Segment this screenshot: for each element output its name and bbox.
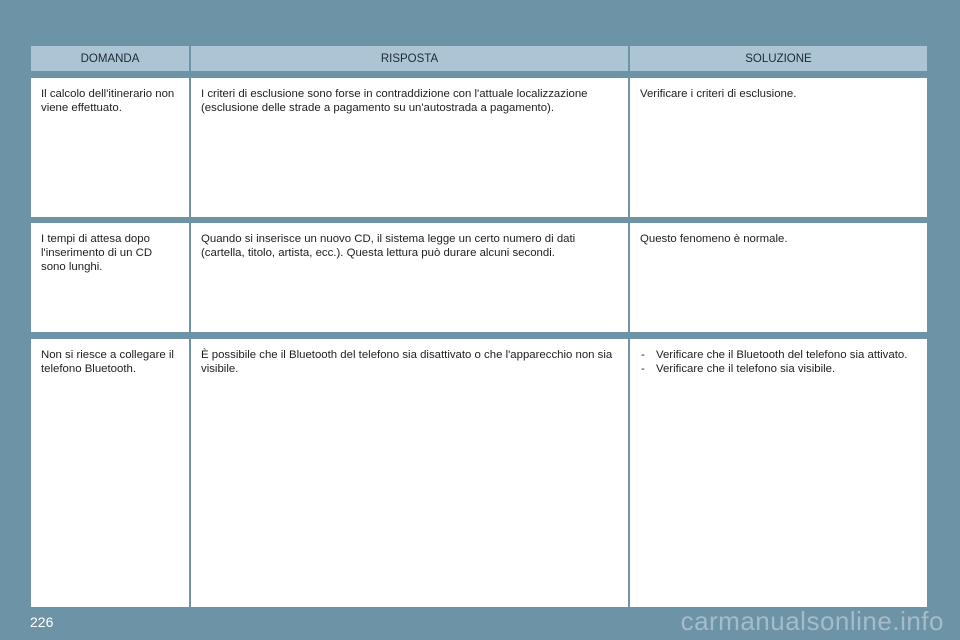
row-1-soluzione-text: Verificare i criteri di esclusione. bbox=[640, 88, 797, 100]
row-2-soluzione bbox=[630, 223, 927, 332]
solution-list-item: - Verificare che il telefono sia visibile. bbox=[640, 362, 917, 376]
row-2-domanda: I tempi di attesa dopo l'inserimento di un CD sono lunghi. bbox=[31, 223, 189, 332]
row-1-risposta: I criteri di esclusione sono forse in contraddizione con l'attuale localizzazione (esclusione delle strade a pagamento su un'autostrada a pagamento). bbox=[191, 78, 628, 217]
column-header-soluzione: SOLUZIONE bbox=[630, 46, 927, 71]
column-header-domanda: DOMANDA bbox=[31, 46, 189, 71]
row-2-risposta: Quando si inserisce un nuovo CD, il sistema legge un certo numero di dati (cartella, titolo, artista, ecc.). Questa lettura può durare alcuni secondi. bbox=[191, 223, 628, 332]
row-3-domanda: Non si riesce a collegare il telefono Bluetooth. bbox=[31, 339, 189, 607]
row-2-soluzione-text: Questo fenomeno è normale. bbox=[640, 233, 788, 245]
row-1-soluzione bbox=[630, 78, 927, 217]
column-header-risposta: RISPOSTA bbox=[191, 46, 628, 71]
solution-list bbox=[640, 348, 917, 376]
row-3-soluzione bbox=[630, 339, 927, 607]
solution-list-item: - Verificare che il Bluetooth del telefono sia attivato. bbox=[640, 348, 917, 362]
row-1-domanda: Il calcolo dell'itinerario non viene effettuato. bbox=[31, 78, 189, 217]
page-number: 226 bbox=[30, 614, 54, 630]
watermark: carmanualsonline.info bbox=[680, 606, 944, 636]
row-3-risposta: È possibile che il Bluetooth del telefono sia disattivato o che l'apparecchio non sia visibile. bbox=[191, 339, 628, 607]
